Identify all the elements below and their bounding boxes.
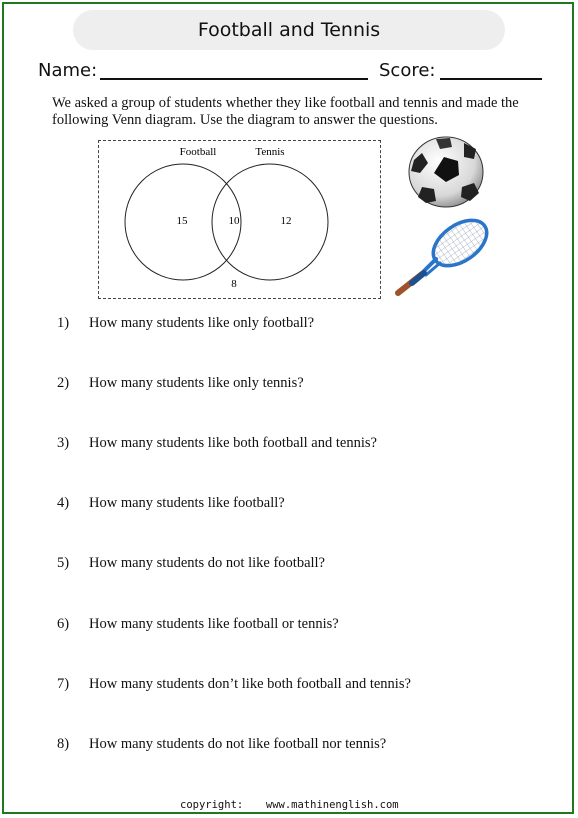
copyright-label: copyright:	[180, 799, 244, 811]
score-blank[interactable]	[440, 78, 542, 80]
question-text: How many students like only tennis?	[89, 375, 304, 391]
tennis-racket-icon	[392, 215, 497, 297]
question-text: How many students like both football and tennis?	[89, 435, 377, 451]
name-score-row	[38, 60, 548, 86]
neither-value: 8	[231, 278, 237, 290]
copyright-footer	[180, 799, 399, 811]
question-text: How many students like only football?	[89, 315, 315, 331]
question-number: 1)	[57, 315, 70, 331]
question-number: 8)	[57, 736, 70, 752]
question-number: 6)	[57, 616, 70, 632]
question-number: 3)	[57, 435, 70, 451]
question-number: 4)	[57, 495, 70, 511]
question-number: 5)	[57, 555, 70, 571]
question-text: How many students do not like football nor tennis?	[89, 736, 387, 752]
intro-text: We asked a group of students whether they like football and tennis and made the following Venn diagram. Use the diagram to answer the questions.	[52, 95, 519, 128]
question-text: How many students don’t like both football and tennis?	[89, 676, 411, 692]
soccer-ball-icon	[406, 135, 486, 209]
question-number: 7)	[57, 676, 70, 692]
name-blank[interactable]	[100, 78, 368, 80]
tennis-label: Tennis	[255, 146, 285, 158]
question-text: How many students do not like football?	[89, 555, 325, 571]
name-label: Name:	[38, 60, 98, 81]
website-link[interactable]: www.mathinenglish.com	[265, 799, 399, 811]
title-banner	[73, 10, 505, 50]
both-value: 10	[228, 215, 240, 227]
question-text: How many students like football?	[89, 495, 285, 511]
only-tennis-value: 12	[280, 215, 292, 227]
football-label: Football	[179, 146, 217, 158]
only-football-value: 15	[176, 215, 188, 227]
venn-diagram	[98, 140, 381, 299]
page-title: Football and Tennis	[197, 19, 381, 41]
score-label: Score:	[379, 60, 436, 81]
question-number: 2)	[57, 375, 70, 391]
question-text: How many students like football or tennis?	[89, 616, 339, 632]
